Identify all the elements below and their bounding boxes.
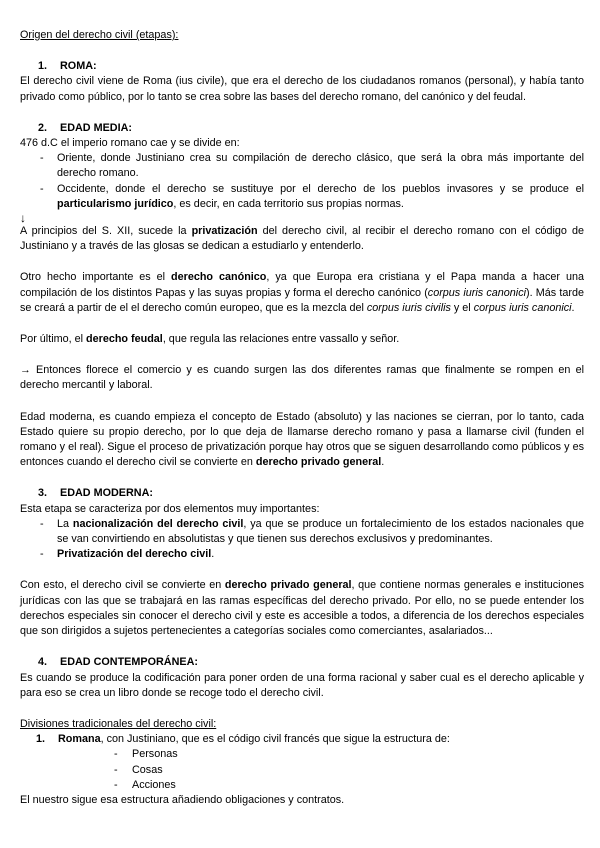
document-page (20, 28, 584, 808)
bullet-dash: - (40, 152, 44, 165)
divisiones-item-romana: 1. Romana, con Justiniano, que es el código civil francés que sigue la estructura de: (36, 733, 450, 746)
doc-title: Origen del derecho civil (etapas): (20, 29, 179, 41)
divisiones-title: Divisiones tradicionales del derecho civil: (20, 717, 217, 730)
bullet-dash: - (40, 548, 44, 561)
paragraph-edad-moderna: Edad moderna, es cuando empieza el concepto de Estado (absoluto) y las naciones se cierran, por lo tanto, cada Estado quiere su propio derecho, por lo que deja de llamarse derecho romano y pasa a llamarse civil (funden el romano y el real). Sigue el proceso de privatización porque hay otros que se siguen desarrollando como públicos y es entonces cuando el derecho civil se convierte en derecho privado general. (20, 410, 584, 469)
bullet-dash: - (40, 517, 44, 530)
paragraph-privado-general: Con esto, el derecho civil se convierte en derecho privado general, que contiene normas generales e instituciones jurídicas con las que se trabajará en las ramas específicas del derecho privado. Por ello, no se puede entender los derechos especiales sin conocer el derecho civil y este es accesible a todos, a diferencia de los derechos especiales que son dirigidos a sujetos pertenecientes a categorías sociales como comerciantes, asalariados... (20, 579, 584, 638)
section-edad-media-heading: 2. EDAD MEDIA: (38, 121, 132, 134)
section-roma-heading: 1. ROMA: (38, 60, 97, 73)
section-contemporanea-text: Es cuando se produce la codificación para poner orden de una forma racional y saber cual es el derecho aplicable y para eso se crea un libro donde se recoge todo el derecho civil. (20, 671, 584, 699)
divisiones-closing: El nuestro sigue esa estructura añadiendo obligaciones y contratos. (20, 793, 345, 806)
section-edad-media-intro: 476 d.C el imperio romano cae y se divide en: (20, 137, 240, 150)
down-arrow-icon: ↓ (20, 211, 26, 226)
sub-item-personas: - Personas (114, 748, 178, 761)
paragraph-feudal: Por último, el derecho feudal, que regula las relaciones entre vassallo y señor. (20, 333, 400, 346)
list-item-occidente: - Occidente, donde el derecho se sustituye por el derecho de los pueblos invasores y se produce el particularismo jurídico, es decir, en cada territorio sus propias normas. (20, 182, 584, 212)
section-edad-moderna-heading: 3. EDAD MODERNA: (38, 487, 153, 500)
list-item-nacionalizacion: - La nacionalización del derecho civil, ya que se produce un fortalecimiento de los estados nacionales que se van convirtiendo en absolutistas y que tienen sus derechos exclusivos y predominantes. (20, 517, 584, 547)
section-roma-text: El derecho civil viene de Roma (ius civile), que era el derecho de los ciudadanos romanos (personal), y había tanto privado como público, por lo tanto se crea sobre las bases del derecho romano, del canónico y del feudal. (20, 75, 584, 103)
paragraph-canonico: Otro hecho importante es el derecho canónico, ya que Europa era cristiana y el Papa manda a hacer una compilación de los distintos Papas y las suyas propias y forma el derecho canónico (corpus iuris canonici). Más tarde se creará a partir de el el derecho común europeo, que es la mezcla del corpus iuris civilis y el corpus iuris canonici. (20, 271, 584, 314)
bullet-dash: - (40, 182, 44, 195)
paragraph-comercio: → Entonces florece el comercio y es cuando surgen las dos diferentes ramas que finalmente se rompen en el derecho mercantil y laboral. (20, 364, 584, 392)
section-edad-moderna-intro: Esta etapa se caracteriza por dos elementos muy importantes: (20, 502, 320, 515)
sub-item-acciones: - Acciones (114, 778, 176, 791)
sub-item-cosas: - Cosas (114, 763, 163, 776)
list-item-privatizacion: - Privatización del derecho civil. (20, 547, 584, 562)
section-contemporanea-heading: 4. EDAD CONTEMPORÁNEA: (38, 656, 198, 669)
paragraph-privatizacion: A principios del S. XII, sucede la privatización del derecho civil, al recibir el derecho romano con el código de Justiniano y a través de las glosas se dedican a estudiarlo y entenderlo. (20, 225, 584, 253)
list-item-oriente: - Oriente, donde Justiniano crea su compilación de derecho clásico, que será la obra más importante del derecho romano. (20, 151, 584, 181)
